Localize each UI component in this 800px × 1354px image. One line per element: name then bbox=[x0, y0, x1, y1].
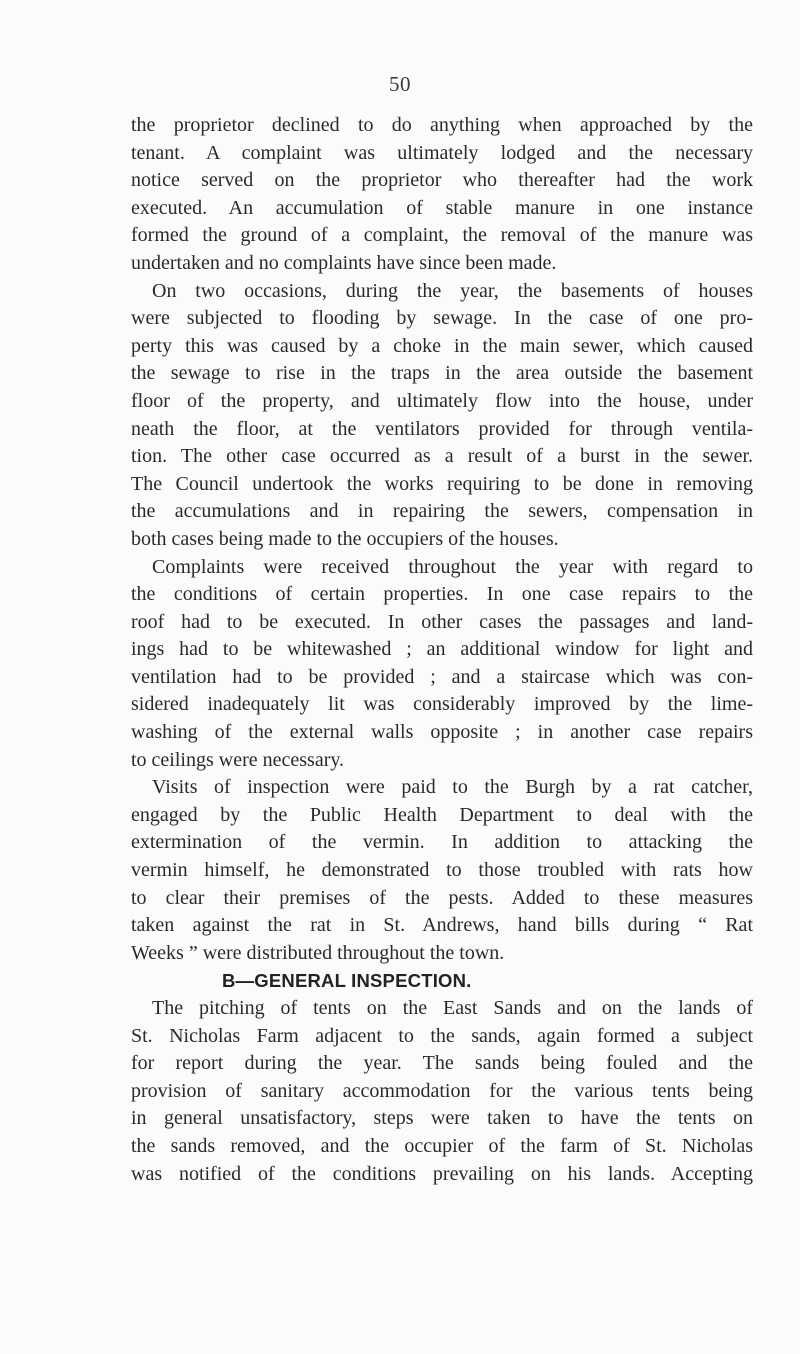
section-heading: B—GENERAL INSPECTION. bbox=[222, 970, 472, 992]
text-line: taken against the rat in St. Andrews, hand bills during “ Rat bbox=[131, 914, 753, 937]
text-line: vermin himself, he demonstrated to those troubled with rats how bbox=[131, 859, 753, 882]
text-line: perty this was caused by a choke in the main sewer, which caused bbox=[131, 334, 753, 357]
text-line: floor of the property, and ultimately flow into the house, under bbox=[131, 389, 753, 412]
text-line: neath the floor, at the ventilators provided for through ventila- bbox=[131, 417, 753, 440]
text-line: in general unsatisfactory, steps were taken to have the tents on bbox=[131, 1107, 753, 1130]
text-line: ventilation had to be provided ; and a staircase which was con- bbox=[131, 665, 753, 688]
text-line: Visits of inspection were paid to the Burgh by a rat catcher, bbox=[152, 776, 753, 799]
text-line: washing of the external walls opposite ; in another case repairs bbox=[131, 721, 753, 744]
text-line: were subjected to flooding by sewage. In the case of one pro- bbox=[131, 307, 753, 330]
text-line: provision of sanitary accommodation for the various tents being bbox=[131, 1079, 753, 1102]
text-line: for report during the year. The sands being fouled and the bbox=[131, 1052, 753, 1075]
text-line: the sands removed, and the occupier of the farm of St. Nicholas bbox=[131, 1134, 753, 1157]
text-line: Complaints were received throughout the year with regard to bbox=[152, 555, 753, 578]
text-line: the sewage to rise in the traps in the area outside the basement bbox=[131, 362, 753, 385]
text-line: St. Nicholas Farm adjacent to the sands, again formed a subject bbox=[131, 1024, 753, 1047]
text-line: the accumulations and in repairing the sewers, compensation in bbox=[131, 500, 753, 523]
text-line: formed the ground of a complaint, the removal of the manure was bbox=[131, 224, 753, 247]
text-line: the conditions of certain properties. In one case repairs to the bbox=[131, 583, 753, 606]
text-line: both cases being made to the occupiers of the houses. bbox=[131, 527, 559, 550]
text-line: was notified of the conditions prevailing on his lands. Accepting bbox=[131, 1162, 753, 1185]
text-line: undertaken and no complaints have since been made. bbox=[131, 251, 557, 274]
text-line: to clear their premises of the pests. Added to these measures bbox=[131, 886, 753, 909]
text-line: Weeks ” were distributed throughout the town. bbox=[131, 941, 505, 964]
text-line: The Council undertook the works requiring to be done in removing bbox=[131, 472, 753, 495]
text-line: to ceilings were necessary. bbox=[131, 748, 345, 771]
text-line: sidered inadequately lit was considerably improved by the lime- bbox=[131, 693, 753, 716]
page-number: 50 bbox=[389, 72, 411, 96]
text-line: engaged by the Public Health Department to deal with the bbox=[131, 803, 753, 826]
text-section-sanitary bbox=[131, 112, 753, 967]
text-line: tion. The other case occurred as a result of a burst in the sewer. bbox=[131, 445, 753, 468]
text-line: ings had to be whitewashed ; an additional window for light and bbox=[131, 638, 753, 661]
text-line: The pitching of tents on the East Sands and on the lands of bbox=[152, 997, 753, 1019]
text-line: roof had to be executed. In other cases the passages and land- bbox=[131, 610, 753, 633]
text-line: tenant. A complaint was ultimately lodged and the necessary bbox=[131, 141, 753, 164]
text-line: executed. An accumulation of stable manure in one instance bbox=[131, 196, 753, 219]
text-line: the proprietor declined to do anything when approached by the bbox=[131, 114, 753, 136]
text-line: extermination of the vermin. In addition to attacking the bbox=[131, 831, 753, 854]
text-line: On two occasions, during the year, the basements of houses bbox=[152, 279, 753, 302]
body-text bbox=[131, 112, 753, 1188]
text-section-general-inspection bbox=[131, 995, 753, 1188]
text-line: notice served on the proprietor who thereafter had the work bbox=[131, 169, 753, 192]
